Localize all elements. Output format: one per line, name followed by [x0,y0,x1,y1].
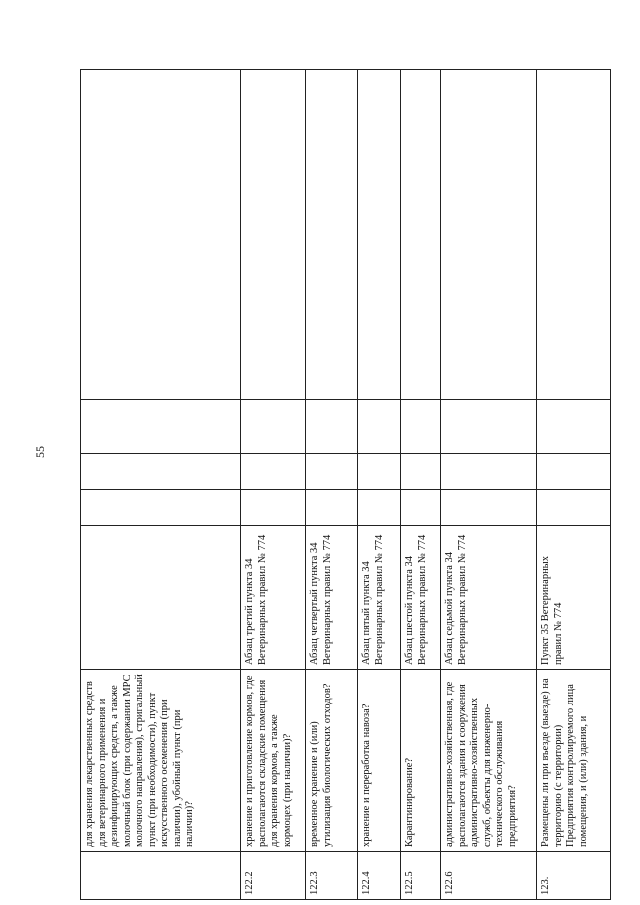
row-reference: Абзац пятый пункта 34 Ветеринарных правил № 774 [361,534,385,665]
row-question: Карантинирование? [404,757,415,847]
table-row [81,70,241,900]
row-reference: Пункт 35 Ветеринарных правил № 774 [540,556,564,665]
row-reference: Абзац шестой пункта 34 Ветеринарных правил № 774 [404,534,428,665]
row-question: хранение и переработка навоза? [361,703,372,847]
row-reference: Абзац третий пункта 34 Ветеринарных правил № 774 [244,534,268,665]
cell-empty [537,490,611,526]
cell-empty [81,70,241,400]
row-number: 123. [540,876,551,895]
table-row [306,70,358,900]
cell-question [358,670,401,852]
row-number: 122.5 [404,871,415,895]
cell-empty [358,490,401,526]
cell-empty [537,400,611,454]
cell-reference [441,526,537,670]
cell-question [441,670,537,852]
cell-empty [306,490,358,526]
cell-empty [358,70,401,400]
row-question: Размещены ли при въезде (выезде) на территорию (с территории) Предприятия контролируемого лица помещения, и (или) здания, и [540,678,589,847]
cell-empty [241,400,306,454]
row-number: 122.4 [361,871,372,895]
cell-number [537,852,611,900]
cell-empty [441,400,537,454]
cell-number [441,852,537,900]
cell-question [401,670,441,852]
cell-empty [401,70,441,400]
table-row [241,70,306,900]
cell-empty [358,400,401,454]
cell-empty [358,454,401,490]
cell-question [81,670,241,852]
cell-empty [241,70,306,400]
table-row [358,70,401,900]
cell-empty [81,454,241,490]
cell-number [81,852,241,900]
cell-number [358,852,401,900]
cell-question [241,670,306,852]
page-number: 55 [33,446,47,458]
row-number: 122.3 [309,871,320,895]
cell-reference [401,526,441,670]
cell-empty [401,454,441,490]
table-row [537,70,611,900]
table-row [441,70,537,900]
cell-empty [241,454,306,490]
row-question: хранение и приготовление кормов, где располагаются складские помещения для хранения кормов, а также кормоцех (при наличии)? [244,675,293,847]
cell-empty [306,400,358,454]
cell-empty [306,454,358,490]
row-reference: Абзац четвертый пункта 34 Ветеринарных правил № 774 [309,534,333,665]
cell-question [306,670,358,852]
row-question: административно-хозяйственная, где располагаются здания и сооружения административно-хозяйственных служб, объекты для инженерно-технического обслуживания предприятия? [444,681,518,847]
cell-empty [241,490,306,526]
cell-reference [81,526,241,670]
requirements-table [80,69,611,900]
row-number: 122.6 [444,871,455,895]
cell-number [241,852,306,900]
row-reference: Абзац седьмой пункта 34 Ветеринарных правил № 774 [444,534,468,665]
cell-empty [441,70,537,400]
cell-empty [306,70,358,400]
row-number: 122.2 [244,871,255,895]
rotated-page-content [80,70,610,900]
row-question: для хранения лекарственных средств для ветеринарного применения и дезинфицирующих средств, а также молочный блок (при содержании МРС молочного направления), стригальный пункт (при необходимости), пункт искусственного осеменения (при наличии), убойный пункт (при наличии)? [84,674,195,847]
cell-number [401,852,441,900]
cell-empty [441,490,537,526]
row-question: временное хранение и (или) утилизация биологических отходов? [309,683,333,847]
cell-empty [81,400,241,454]
cell-empty [537,70,611,400]
cell-reference [537,526,611,670]
cell-empty [81,490,241,526]
cell-empty [441,454,537,490]
cell-reference [241,526,306,670]
cell-reference [358,526,401,670]
cell-number [306,852,358,900]
cell-empty [537,454,611,490]
cell-reference [306,526,358,670]
cell-question [537,670,611,852]
cell-empty [401,490,441,526]
table-row [401,70,441,900]
cell-empty [401,400,441,454]
